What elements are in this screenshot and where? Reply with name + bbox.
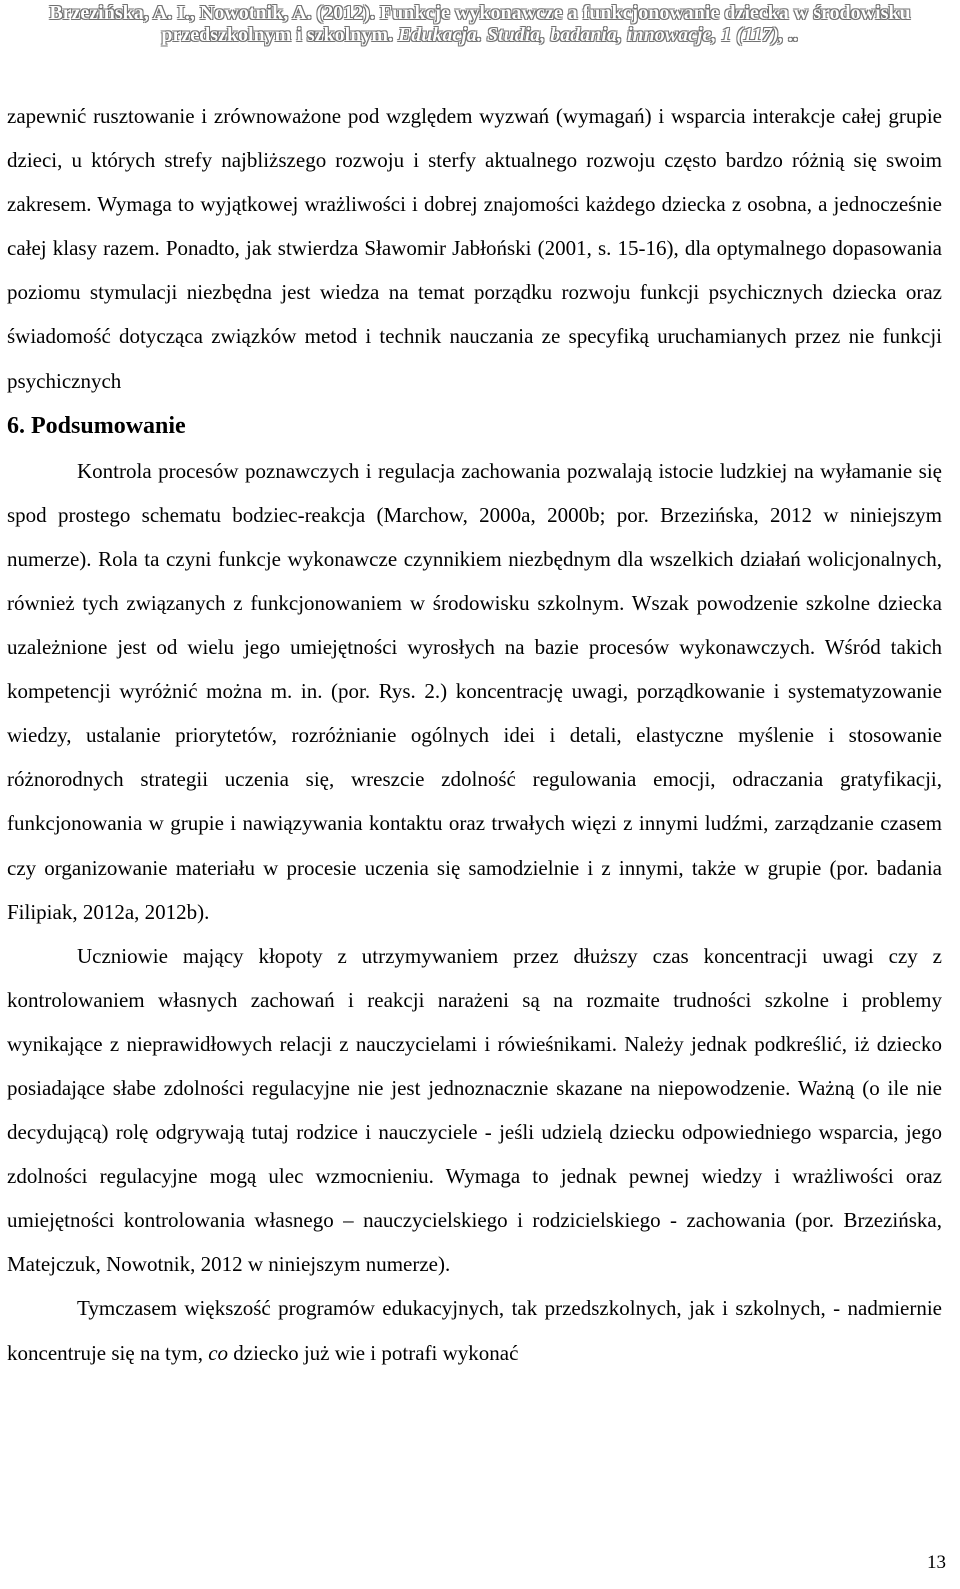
- paragraph-2: Kontrola procesów poznawczych i regulacja zachowania pozwalają istocie ludzkiej na wyłamanie się spod prostego schematu bodziec-reakcja (Marchow, 2000a, 2000b; por. Brzezińska, 2012 w niniejszym numerze). Rola ta czyni funkcje wykonawcze czynnikiem niezbędnym dla wszelkich działań wolicjonalnych, również tych związanych z funkcjonowaniem w środowisku szkolnym. Wszak powodzenie szkolne dziecka uzależnione jest od wielu jego umiejętności wyrosłych na bazie procesów wykonawczych. Wśród takich kompetencji wyróżnić można m. in. (por. Rys. 2.) koncentrację uwagi, porządkowanie i systematyzowanie wiedzy, ustalanie priorytetów, rozróżnianie ogólnych idei i detali, elastyczne myślenie i stosowanie różnorodnych strategii uczenia się, wreszcie zdolność regulowania emocji, odraczania gratyfikacji, funkcjonowania w grupie i nawiązywania kontaktu oraz trwałych więzi z innymi ludźmi, zarządzanie czasem czy organizowanie materiału w procesie uczenia się samodzielnie i z innymi, także w grupie (por. badania Filipiak, 2012a, 2012b).: [7, 458, 942, 924]
- paragraph-1: zapewnić rusztowanie i zrównoważone pod względem wyzwań (wymagań) i wsparcia interakcje całej grupie dzieci, u których strefy najbliższego rozwoju i sterfy aktualnego rozwoju często bardzo różnią się swoim zakresem. Wymaga to wyjątkowej wrażliwości i dobrej znajomości każdego dziecka z osobna, a jednocześnie całej klasy razem. Ponadto, jak stwierdza Sławomir Jabłoński (2001, s. 15-16), dla optymalnego dopasowania poziomu stymulacji niezbędna jest wiedza na temat porządku rozwoju funkcji psychicznych dziecka oraz świadomość dotycząca związków metod i technik nauczania ze specyfiką uruchamianych przez nie funkcji psychicznych: [7, 104, 942, 393]
- citation-line-1: Brzezińska, A. I., Nowotnik, A. (2012). Funkcje wykonawcze a funkcjonowanie dziecka w środowisku: [49, 2, 911, 24]
- running-header: [0, 2, 960, 46]
- citation-line-2: [0, 24, 960, 46]
- paragraph-4-end: dziecko już wie i potrafi wykonać: [228, 1340, 519, 1365]
- paragraph-4-italic: co: [208, 1340, 229, 1365]
- page-number: 13: [927, 1552, 946, 1573]
- journal-name: Edukacja. Studia, badania, innowacje, 1 (117), ..: [398, 24, 799, 46]
- section-heading: 6. Podsumowanie: [7, 412, 186, 439]
- paragraph-3: Uczniowie mający kłopoty z utrzymywaniem przez dłuższy czas koncentracji uwagi czy z kontrolowaniem własnych zachowań i reakcji narażeni są na rozmaite trudności szkolne i problemy wynikające z nieprawidłowych relacji z nauczycielami i rówieśnikami. Należy jednak podkreślić, iż dziecko posiadające słabe zdolności regulacyjne nie jest jednoznacznie skazane na niepowodzenie. Ważną (o ile nie decydującą) rolę odgrywają tutaj rodzice i nauczyciele - jeśli udzielą dziecku odpowiedniego wsparcia, jego zdolności regulacyjne mogą ulec wzmocnieniu. Wymaga to jednak pewnej wiedzy i wrażliwości oraz umiejętności kontrolowania własnego – nauczycielskiego i rodzicielskiego - zachowania (por. Brzezińska, Matejczuk, Nowotnik, 2012 w niniejszym numerze).: [7, 943, 942, 1277]
- paragraph-4: [7, 1286, 942, 1374]
- citation-line-2-prefix: przedszkolnym i szkolnym.: [161, 24, 399, 46]
- paragraph-4-start: Tymczasem większość programów edukacyjnych, tak przedszkolnych, jak i szkolnych, - nadmiernie koncentruje się na tym,: [7, 1296, 942, 1365]
- body-text: [7, 94, 942, 1375]
